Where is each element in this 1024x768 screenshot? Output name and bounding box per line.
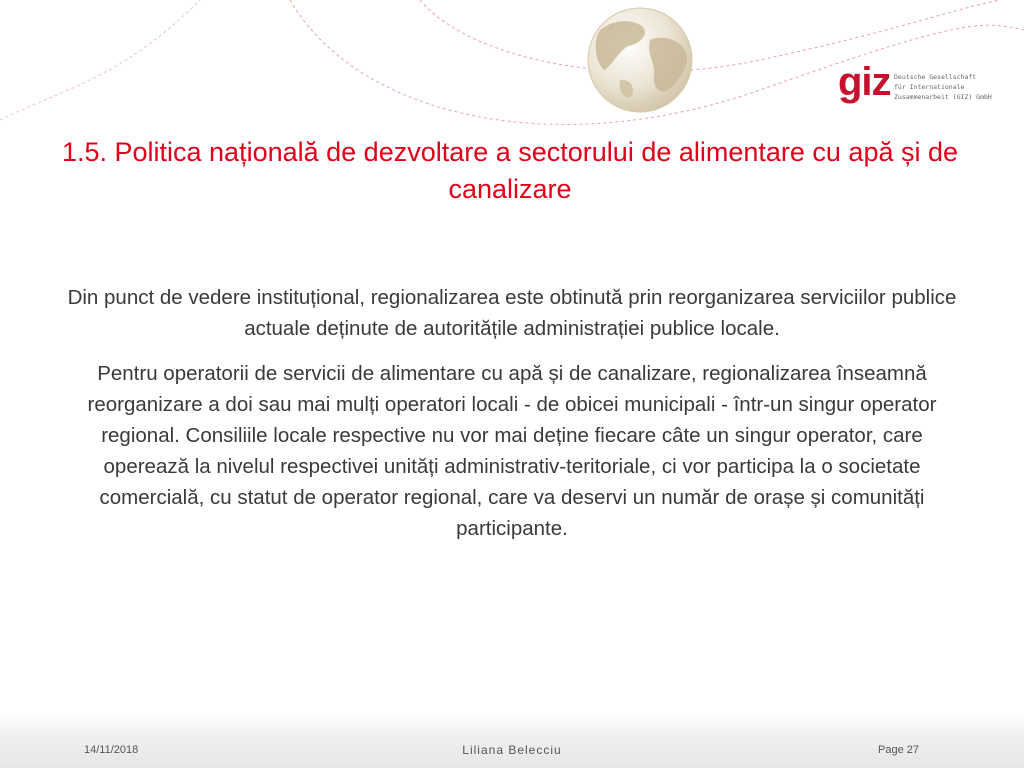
body-paragraph: Pentru operatorii de servicii de alimentare cu apă și de canalizare, regionalizarea înseamnă reorganizare a doi sau mai mulți operatori locali - de obicei municipali - într-un singur operator regional. Consiliile locale respective nu vor mai deține fiecare câte un singur operator, care operează la nivelul respectivei unități administrativ-teritoriale, ci vor participa la o societate comercială, cu statut de operator regional, care va deservi un număr de orașe și comunități participante. <box>87 362 937 540</box>
slide-body <box>60 282 964 558</box>
body-paragraph: Din punct de vedere instituțional, regionalizarea este obtinută prin reorganizarea serviciilor publice actuale deținute de autoritățile administrației publice locale. <box>67 286 957 340</box>
logo-line: Zusammenarbeit (GIZ) GmbH <box>894 93 992 101</box>
footer-page-number: Page 27 <box>878 744 919 756</box>
logo-line: Deutsche Gesellschaft <box>894 73 977 81</box>
globe-icon <box>588 8 692 112</box>
logo-text <box>894 72 998 102</box>
logo-line: für Internationale <box>894 83 965 91</box>
footer-date: 14/11/2018 <box>84 744 139 756</box>
giz-logo <box>838 60 998 108</box>
logo-mark: giz <box>838 60 891 104</box>
dashed-arc-left <box>0 0 200 120</box>
footer-bar <box>0 712 1024 768</box>
footer-author: Liliana Belecciu <box>462 743 562 757</box>
slide-title: 1.5. Politica națională de dezvoltare a sectorului de alimentare cu apă și de canalizare <box>61 137 959 204</box>
dashed-arc-inner <box>420 0 1000 72</box>
